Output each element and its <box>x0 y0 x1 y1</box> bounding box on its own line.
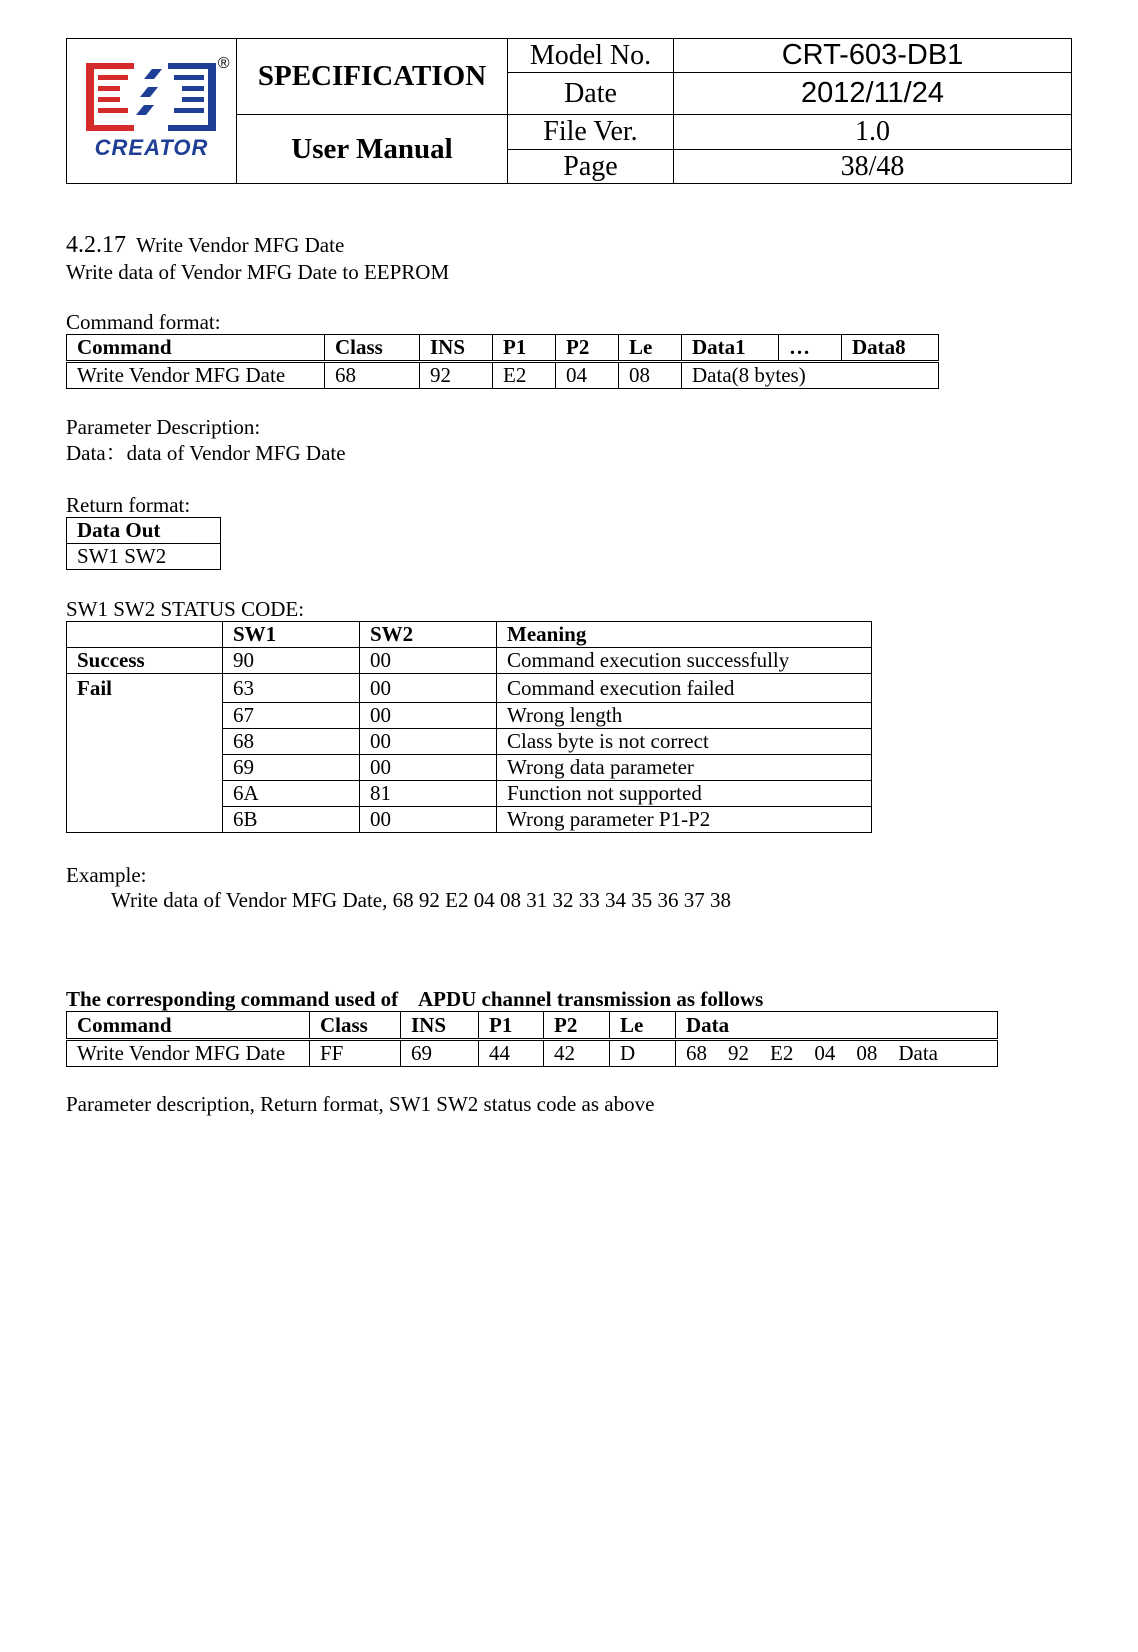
parameter-text: Data：data of Vendor MFG Date <box>66 441 346 465</box>
return-format-table <box>66 517 221 570</box>
status-success-label: Success <box>67 648 223 674</box>
date-value: 2012/11/24 <box>674 73 1072 115</box>
apdu-header-le: Le <box>610 1012 676 1040</box>
file-version-value: 1.0 <box>674 115 1072 150</box>
apdu-cell-data: 68 92 E2 04 08 Data <box>676 1040 998 1067</box>
status-sw2: 81 <box>360 781 497 807</box>
status-header-sw1: SW1 <box>223 622 360 648</box>
status-meaning: Command execution successfully <box>497 648 872 674</box>
model-value: CRT-603-DB1 <box>674 39 1072 73</box>
cmd-header-le: Le <box>619 335 682 362</box>
cmd-header-p1: P1 <box>493 335 556 362</box>
status-row <box>67 674 872 703</box>
status-sw2: 00 <box>360 648 497 674</box>
status-sw1: 68 <box>223 729 360 755</box>
status-meaning: Wrong parameter P1-P2 <box>497 807 872 833</box>
section-description: Write data of Vendor MFG Date to EEPROM <box>66 260 450 284</box>
section-title: Write Vendor MFG Date <box>136 233 345 257</box>
cmd-header-data1: Data1 <box>682 335 779 362</box>
apdu-header-class: Class <box>310 1012 401 1040</box>
status-sw2: 00 <box>360 674 497 703</box>
date-label: Date <box>508 73 674 115</box>
cmd-cell-class: 68 <box>325 362 420 389</box>
command-format-table <box>66 334 939 389</box>
apdu-cell-p2: 42 <box>544 1040 610 1067</box>
status-sw2: 00 <box>360 807 497 833</box>
cmd-header-data8: Data8 <box>842 335 939 362</box>
apdu-cell-p1: 44 <box>479 1040 544 1067</box>
return-header: Data Out <box>67 518 221 544</box>
cmd-cell-p1: E2 <box>493 362 556 389</box>
cmd-cell-le: 08 <box>619 362 682 389</box>
creator-logo <box>82 55 230 161</box>
cmd-header-ellipsis: … <box>779 335 842 362</box>
status-sw1: 63 <box>223 674 360 703</box>
status-sw1: 6B <box>223 807 360 833</box>
apdu-command-table <box>66 1011 998 1067</box>
example-text: Write data of Vendor MFG Date, 68 92 E2 04 08 31 32 33 34 35 36 37 38 <box>111 888 731 912</box>
status-sw1: 67 <box>223 703 360 729</box>
status-code-table <box>66 621 872 833</box>
spec-header-table <box>66 38 1072 184</box>
apdu-cell-command: Write Vendor MFG Date <box>67 1040 310 1067</box>
logo-cell <box>67 39 237 184</box>
status-header-meaning: Meaning <box>497 622 872 648</box>
apdu-cell-class: FF <box>310 1040 401 1067</box>
cmd-cell-command: Write Vendor MFG Date <box>67 362 325 389</box>
apdu-header-data: Data <box>676 1012 998 1040</box>
command-format-label: Command format: <box>66 310 221 334</box>
status-meaning: Command execution failed <box>497 674 872 703</box>
parameter-label: Parameter Description: <box>66 415 261 439</box>
apdu-cell-ins: 69 <box>401 1040 479 1067</box>
status-fail-label: Fail <box>67 674 223 833</box>
apdu-header-ins: INS <box>401 1012 479 1040</box>
status-meaning: Wrong data parameter <box>497 755 872 781</box>
apdu-header-p2: P2 <box>544 1012 610 1040</box>
status-sw2: 00 <box>360 729 497 755</box>
section-heading <box>66 232 344 258</box>
cmd-cell-p2: 04 <box>556 362 619 389</box>
return-value: SW1 SW2 <box>67 544 221 570</box>
status-meaning: Function not supported <box>497 781 872 807</box>
cmd-header-ins: INS <box>420 335 493 362</box>
cmd-cell-ins: 92 <box>420 362 493 389</box>
status-meaning: Class byte is not correct <box>497 729 872 755</box>
file-version-label: File Ver. <box>508 115 674 150</box>
status-code-label: SW1 SW2 STATUS CODE: <box>66 597 305 621</box>
apdu-header-command: Command <box>67 1012 310 1040</box>
status-sw1: 6A <box>223 781 360 807</box>
return-format-label: Return format: <box>66 493 191 517</box>
section-number: 4.2.17 <box>66 232 126 258</box>
status-sw2: 00 <box>360 703 497 729</box>
page-value: 38/48 <box>674 150 1072 184</box>
status-row <box>67 648 872 674</box>
status-header-blank <box>67 622 223 648</box>
apdu-heading: The corresponding command used of APDU channel transmission as follows <box>66 987 764 1011</box>
cmd-header-p2: P2 <box>556 335 619 362</box>
status-meaning: Wrong length <box>497 703 872 729</box>
apdu-cell-le: D <box>610 1040 676 1067</box>
registered-mark: ® <box>217 55 230 72</box>
model-label: Model No. <box>508 39 674 73</box>
status-header-sw2: SW2 <box>360 622 497 648</box>
page-label: Page <box>508 150 674 184</box>
cmd-cell-data: Data(8 bytes) <box>682 362 939 389</box>
cmd-header-command: Command <box>67 335 325 362</box>
status-sw1: 69 <box>223 755 360 781</box>
example-label: Example: <box>66 863 147 887</box>
cmd-header-class: Class <box>325 335 420 362</box>
status-sw2: 00 <box>360 755 497 781</box>
user-manual-title: User Manual <box>237 115 508 184</box>
footer-note: Parameter description, Return format, SW1 SW2 status code as above <box>66 1092 655 1116</box>
apdu-header-p1: P1 <box>479 1012 544 1040</box>
logo-wordmark: CREATOR <box>94 135 209 160</box>
specification-title: SPECIFICATION <box>237 39 508 115</box>
status-sw1: 90 <box>223 648 360 674</box>
